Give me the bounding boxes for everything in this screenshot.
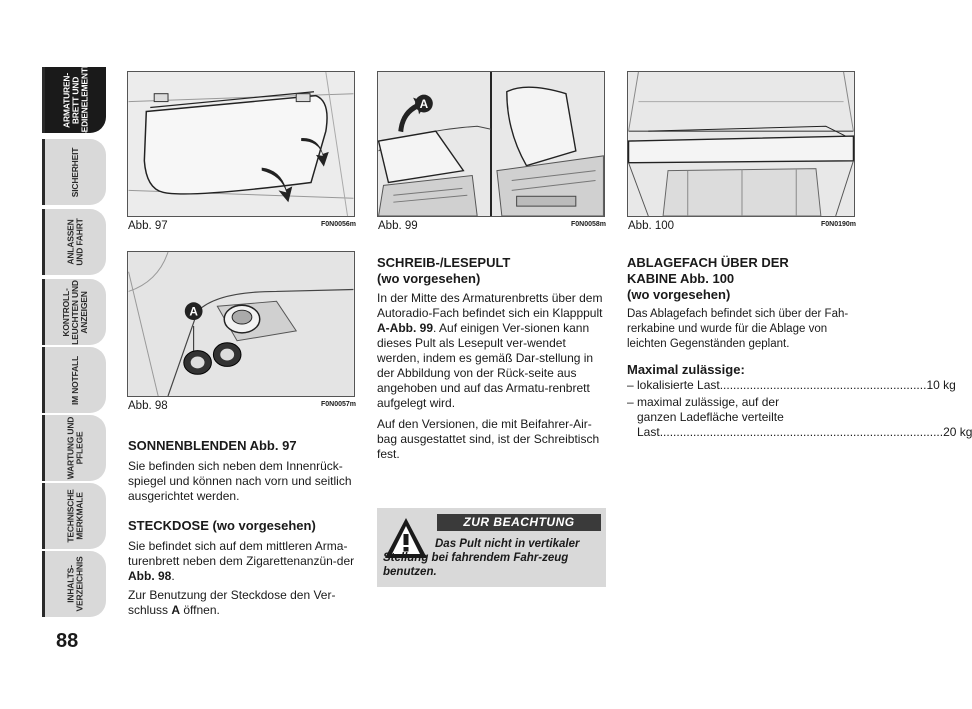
heading-subtitle: (wo vorgesehen) <box>377 271 481 286</box>
section-heading <box>377 255 606 287</box>
figure-ref: Abb. 97 <box>249 438 297 453</box>
text: öffnen. <box>180 603 220 617</box>
section-heading: STECKDOSE (wo vorgesehen) <box>128 518 316 533</box>
figure-caption: Abb. 98 <box>128 400 168 412</box>
load-label: Last <box>637 425 660 439</box>
text: . Auf einigen Ver-sionen kann dieses Pult als Lesepult ver-wendet werden, indem es gemäß Dar-stellung in der Abbildung von der Rück-seite aus angehoben und auf das Armatu-renbrett aufgelegt wird. <box>377 321 594 410</box>
paragraph <box>128 588 356 618</box>
sun-visor-illustration <box>128 72 354 216</box>
figure-ref: A-Abb. 99 <box>377 321 434 335</box>
text: Sie befindet sich auf dem mittleren Arma-turenbrett neben dem Zigarettenanzün-der <box>128 539 355 568</box>
tab-armaturenbrett[interactable] <box>42 62 106 138</box>
figure-ref: Abb. 98 <box>128 569 172 583</box>
column-writing-desk <box>377 255 606 468</box>
tab-label: ARMATUREN- BRETT UND BEDIENELEMENTE <box>61 62 90 138</box>
text: In der Mitte des Armaturenbretts über dem Autoradio-Fach befindet sich ein Klapppult <box>377 291 603 320</box>
tab-technische-merkmale[interactable] <box>42 483 106 549</box>
figure-code: F0N0058m <box>571 221 607 228</box>
tab-sicherheit[interactable] <box>42 139 106 205</box>
leader-dots: ..................................................................................... <box>659 425 944 439</box>
paragraph <box>128 539 356 584</box>
tab-label: WARTUNG UND PFLEGE <box>65 416 85 480</box>
power-socket-illustration <box>128 252 354 396</box>
tab-label: INHALTS- VERZEICHNIS <box>65 556 85 612</box>
heading-text: SCHREIB-/LESEPULT <box>377 255 511 270</box>
figure-caption: Abb. 100 <box>628 220 675 232</box>
figure-storage-compartment <box>627 71 855 217</box>
load-label: – lokalisierte Last <box>627 378 720 392</box>
tab-wartung[interactable] <box>42 415 106 481</box>
paragraph: Das Ablagefach befindet sich über der Fah-rerkabine und wurde für die Ablage von leichten Gegenständen geplant. <box>627 308 849 350</box>
heading-text: SONNENBLENDEN <box>128 438 250 453</box>
warning-box <box>377 508 606 587</box>
leader-dots: .............................................................. <box>719 378 927 392</box>
figure-sun-visor <box>127 71 355 217</box>
heading-subtitle: (wo vorgesehen) <box>627 287 731 302</box>
heading-text: ABLAGEFACH ÜBER DER <box>627 255 789 270</box>
tab-kontrollleuchten[interactable] <box>42 279 106 345</box>
figure-writing-desk <box>377 71 605 217</box>
load-row-distributed-label: ganzen Ladefläche verteilte <box>637 410 784 424</box>
tab-label: TECHNISCHE MERKMALE <box>65 489 85 543</box>
paragraph <box>377 291 606 411</box>
load-value: 20 kg <box>943 425 972 439</box>
warning-title: ZUR BEACHTUNG <box>437 514 601 531</box>
text: . <box>171 569 175 583</box>
column-sun-visor-socket <box>128 438 356 624</box>
load-row-distributed-label: – maximal zulässige, auf der <box>627 395 780 409</box>
section-heading: Maximal zulässige: <box>627 362 745 377</box>
marker-ref: A <box>171 603 181 617</box>
figure-caption: Abb. 99 <box>378 220 418 232</box>
figure-code: F0N0056m <box>321 221 357 228</box>
section-heading <box>627 255 856 303</box>
paragraph: Sie befinden sich neben dem Innenrück-spiegel und können nach vorn und seitlich ausgerichtet werden. <box>128 459 352 503</box>
figure-code: F0N0190m <box>821 221 857 228</box>
column-storage-compartment <box>627 255 972 440</box>
figure-ref: Abb. 100 <box>679 271 735 286</box>
text: Zur Benutzung der Steckdose den Ver-schluss <box>128 588 336 617</box>
figure-marker: A <box>189 304 198 319</box>
figure-code: F0N0057m <box>321 401 357 408</box>
figure-caption: Abb. 97 <box>128 220 168 232</box>
tab-im-notfall[interactable] <box>42 347 106 413</box>
tab-anlassen[interactable] <box>42 209 106 275</box>
figure-power-socket <box>127 251 355 397</box>
tab-label: ANLASSEN UND FAHRT <box>65 218 85 266</box>
tab-label: IM NOTFALL <box>70 355 80 405</box>
load-row-localized <box>627 378 956 393</box>
section-heading <box>128 438 356 454</box>
tab-inhaltsverzeichnis[interactable] <box>42 551 106 617</box>
storage-compartment-illustration <box>628 72 854 216</box>
tab-label: SICHERHEIT <box>69 147 80 197</box>
load-row-distributed <box>627 425 972 440</box>
tab-label: KONTROLL- LEUCHTEN UND ANZEIGEN <box>61 279 89 345</box>
warning-text: Das Pult nicht in vertikaler Stellung bei fahrendem Fahr-zeug benutzen. <box>383 538 580 578</box>
figure-marker: A <box>419 97 429 111</box>
paragraph: Auf den Versionen, die mit Beifahrer-Air-bag ausgestattet sind, ist der Schreibtisch fest. <box>377 417 600 461</box>
heading-text: KABINE <box>627 271 680 286</box>
page-number: 88 <box>56 630 79 652</box>
load-value: 10 kg <box>926 378 956 392</box>
writing-desk-illustration <box>378 72 604 216</box>
